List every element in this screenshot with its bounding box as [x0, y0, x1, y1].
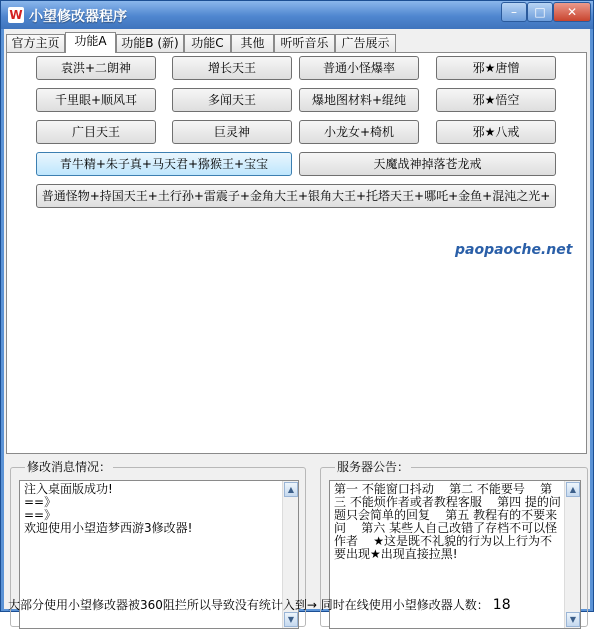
feature-a-panel	[6, 52, 587, 454]
app-logo-icon: W	[9, 8, 23, 22]
status-text: 大部分使用小望修改器被360阻拦所以导致没有统计入到→ 同时在线使用小望修改器人数：	[8, 598, 489, 612]
notice-text: 第一 不能窗口抖动 第二 不能要号 第三 不能烦作者或者教程客服 第四 提的问题只会简单的回复 第五 教程有的不要来问 第六 某些人自己改错了存档不可以怪作者 ★这是既不礼貌的行为以上行为不要出现★出现直接拉黑!	[334, 482, 561, 561]
client-area	[4, 29, 590, 624]
cheat-button[interactable]: 千里眼+顺风耳	[36, 88, 156, 112]
cheat-button[interactable]: 广目天王	[36, 120, 156, 144]
cheat-button[interactable]: 天魔战神掉落苍龙戒	[299, 152, 556, 176]
log-caption: 修改消息情况：	[27, 460, 112, 474]
tab-feature-b[interactable]: 功能B (新)	[116, 34, 184, 52]
scroll-up-icon[interactable]: ▲	[284, 482, 298, 497]
title-bar[interactable]	[1, 1, 593, 29]
tab-official-home[interactable]: 官方主页	[6, 34, 65, 52]
cheat-button[interactable]: 袁洪+二朗神	[36, 56, 156, 80]
tab-feature-a[interactable]: 功能A	[65, 32, 116, 53]
cheat-button[interactable]: 普通小怪爆率	[299, 56, 419, 80]
cheat-button[interactable]: 邪★悟空	[436, 88, 556, 112]
scroll-down-icon[interactable]: ▼	[566, 612, 580, 627]
cheat-button-wide[interactable]: 普通怪物+持国天王+土行孙+雷震子+金角大王+银角大王+托塔天王+哪吒+金鱼+混沌之光+	[36, 184, 556, 208]
scroll-down-icon[interactable]: ▼	[284, 612, 298, 627]
tab-music[interactable]: 听听音乐	[274, 34, 335, 52]
watermark: paopaoche.net	[455, 242, 573, 258]
log-line: 欢迎使用小望造梦西游3修改器!	[24, 521, 193, 535]
tab-feature-c[interactable]: 功能C	[184, 34, 231, 52]
window-title: 小望修改器程序	[29, 9, 127, 25]
cheat-button[interactable]: 小龙女+椅机	[299, 120, 419, 144]
cheat-button[interactable]: 邪★唐憎	[436, 56, 556, 80]
status-bar	[8, 597, 588, 613]
cheat-button[interactable]: 爆地图材料+绲纯	[299, 88, 419, 112]
tab-ads[interactable]: 广告展示	[335, 34, 396, 52]
tab-other[interactable]: 其他	[231, 34, 274, 52]
minimize-button[interactable]: –	[501, 2, 527, 22]
notice-caption: 服务器公告：	[337, 460, 410, 474]
scroll-up-icon[interactable]: ▲	[566, 482, 580, 497]
cheat-button[interactable]: 邪★八戒	[436, 120, 556, 144]
log-line: ==》	[24, 495, 57, 509]
cheat-button[interactable]: 青牛精+朱子真+马天君+猕猴王+宝宝	[36, 152, 292, 176]
close-button[interactable]: ✕	[553, 2, 591, 22]
maximize-button[interactable]: □	[527, 2, 553, 22]
cheat-button[interactable]: 增长天王	[172, 56, 292, 80]
log-line: 注入桌面版成功!	[24, 482, 113, 496]
cheat-button[interactable]: 多闻天王	[172, 88, 292, 112]
online-count: 18	[492, 597, 511, 613]
cheat-button[interactable]: 巨灵神	[172, 120, 292, 144]
log-line: ==》	[24, 508, 57, 522]
